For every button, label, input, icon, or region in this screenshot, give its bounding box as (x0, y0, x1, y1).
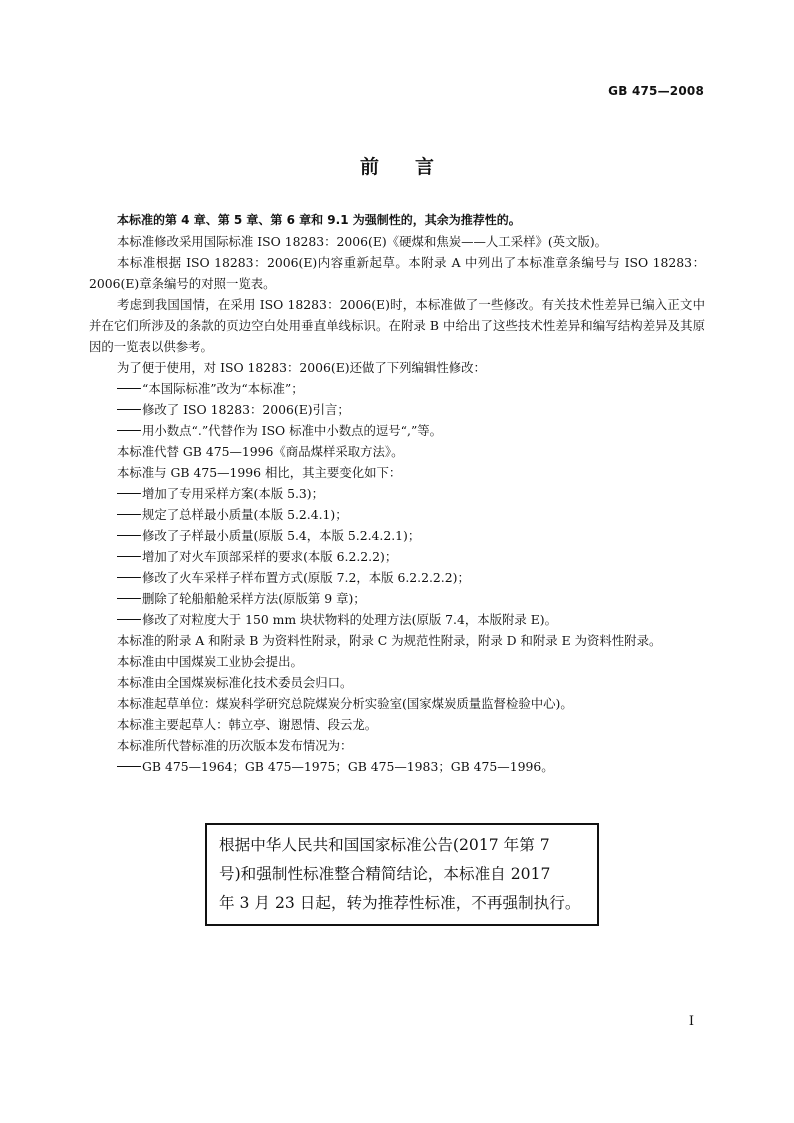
history-item: GB 475—1964；GB 475—1975；GB 475—1983；GB 475—1996。 (89, 756, 705, 777)
editorial-changes-intro: 为了便于使用，对 ISO 18283：2006(E)还做了下列编辑性修改： (117, 360, 486, 375)
main-change-item: 修改了子样最小质量(原版 5.4，本版 5.2.4.2.1)； (89, 525, 705, 546)
drafting-unit-statement: 本标准起草单位：煤炭科学研究总院煤炭分析实验室(国家煤炭质量监督检验中心)。 (117, 696, 573, 711)
replaces-statement: 本标准代替 GB 475—1996《商品煤样采取方法》。 (117, 444, 404, 459)
technical-differences-paragraph: 考虑到我国国情，在采用 ISO 18283：2006(E)时，本标准做了一些修改。有关技术性差异已编入正文中并在它们所涉及的条款的页边空白处用垂直单线标识。在附录 B 中给出了这些技术性差异和编写结构差异及其原因的一览表以供参考。 (89, 297, 705, 354)
main-change-item: 修改了对粒度大于 150 mm 块状物料的处理方法(原版 7.4，本版附录 E)。 (89, 609, 705, 630)
notice-line: 号)和强制性标准整合精简结论，本标准自 2017 (219, 865, 551, 883)
notice-line: 年 3 月 23 日起，转为推荐性标准，不再强制执行。 (219, 894, 581, 912)
main-change-item: 修改了火车采样子样布置方式(原版 7.2，本版 6.2.2.2.2)； (89, 567, 705, 588)
main-change-item: 增加了对火车顶部采样的要求(本版 6.2.2.2)； (89, 546, 705, 567)
main-changes-intro: 本标准与 GB 475—1996 相比，其主要变化如下： (117, 465, 402, 480)
standard-code: GB 475—2008 (608, 84, 704, 98)
edit-change-item: “本国际标准”改为“本标准”； (89, 378, 705, 399)
annex-statement: 本标准的附录 A 和附录 B 为资料性附录，附录 C 为规范性附录，附录 D 和附录 E 为资料性附录。 (117, 633, 662, 648)
title-char-2: 言 (415, 156, 435, 178)
main-change-item: 增加了专用采样方案(本版 5.3)； (89, 483, 705, 504)
redraft-statement: 本标准根据 ISO 18283：2006(E)内容重新起草。本附录 A 中列出了本标准章条编号与 ISO 18283：2006(E)章条编号的对照一览表。 (89, 255, 705, 291)
notice-line: 根据中华人民共和国国家标准公告(2017 年第 7 (219, 836, 550, 854)
history-intro: 本标准所代替标准的历次版本发布情况为： (117, 738, 353, 753)
drafters-statement: 本标准主要起草人：韩立亭、谢恩情、段云龙。 (117, 717, 378, 732)
page-title (0, 152, 794, 179)
edit-change-item: 用小数点“.”代替作为 ISO 标准中小数点的逗号“,”等。 (89, 420, 705, 441)
title-char-1: 前 (359, 156, 379, 178)
main-change-item: 删除了轮船船舱采样方法(原版第 9 章)； (89, 588, 705, 609)
committee-statement: 本标准由全国煤炭标准化技术委员会归口。 (117, 675, 353, 690)
notice-box (205, 823, 599, 926)
adoption-statement: 本标准修改采用国际标准 ISO 18283：2006(E)《硬煤和焦炭——人工采样》(英文版)。 (117, 234, 608, 249)
mandatory-statement: 本标准的第 4 章、第 5 章、第 6 章和 9.1 为强制性的，其余为推荐性的。 (117, 213, 521, 227)
edit-change-item: 修改了 ISO 18283：2006(E)引言； (89, 399, 705, 420)
proposer-statement: 本标准由中国煤炭工业协会提出。 (117, 654, 303, 669)
page-number: I (688, 1014, 694, 1029)
main-change-item: 规定了总样最小质量(本版 5.2.4.1)； (89, 504, 705, 525)
foreword-body (89, 210, 705, 777)
